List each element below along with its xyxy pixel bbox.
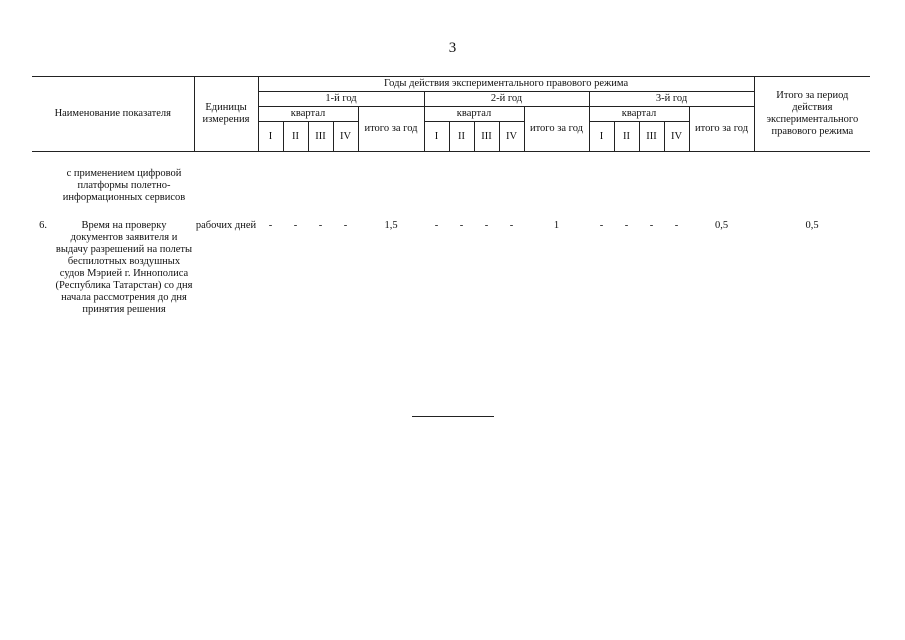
- header-total-period: Итого за период действия экспериментального правового режима: [754, 77, 870, 152]
- quarter-ii: II: [283, 122, 308, 152]
- header-year-2: 2-й год: [424, 92, 589, 107]
- period-total-cell: 0,5: [805, 220, 819, 231]
- indicators-table: [32, 76, 870, 316]
- unit: рабочих дней: [195, 220, 257, 231]
- year-total-cell: 1: [553, 220, 560, 231]
- indicator-name: Время на проверку документов заявителя и выдачу разрешений на полеты беспилотных воздушных судов Мэрией г. Иннополиса (Республика Татарстан) со дня начала рассмотрения до дня принятия решения: [55, 220, 193, 315]
- header-year-3: 3-й год: [589, 92, 754, 107]
- page-number: 3: [448, 40, 457, 56]
- end-rule: [412, 416, 494, 417]
- quarter-i: I: [258, 122, 283, 152]
- quarter-iv: IV: [499, 122, 524, 152]
- header-year-total-3: итого за год: [689, 107, 754, 152]
- quarter-iii: III: [639, 122, 664, 152]
- quarter-i: I: [589, 122, 614, 152]
- value-cell: -: [509, 220, 514, 231]
- quarter-ii: II: [614, 122, 639, 152]
- header-indicator-name: Наименование показателя: [32, 77, 194, 152]
- quarter-iv: IV: [664, 122, 689, 152]
- header-years-span: Годы действия экспериментального правового режима: [258, 77, 754, 92]
- header-units: Единицы измерения: [194, 77, 258, 152]
- value-cell: -: [624, 220, 629, 231]
- header-quarter-3: квартал: [589, 107, 689, 122]
- value-cell: -: [599, 220, 604, 231]
- value-cell: -: [434, 220, 439, 231]
- value-cell: -: [268, 220, 273, 231]
- header-year-total-2: итого за год: [524, 107, 589, 152]
- year-total-cell: 0,5: [714, 220, 729, 231]
- unit: [194, 152, 258, 205]
- value-cell: -: [459, 220, 464, 231]
- value-cell: -: [649, 220, 654, 231]
- value-cell: -: [318, 220, 323, 231]
- header-quarter-1: квартал: [258, 107, 358, 122]
- header-year-1: 1-й год: [258, 92, 424, 107]
- header-year-total-1: итого за год: [358, 107, 424, 152]
- row-number: [32, 152, 54, 205]
- header-quarter-2: квартал: [424, 107, 524, 122]
- quarter-iii: III: [474, 122, 499, 152]
- table-row: [32, 204, 870, 316]
- row-number: 6.: [39, 220, 47, 231]
- quarter-iii: III: [308, 122, 333, 152]
- value-cell: -: [674, 220, 679, 231]
- indicator-name: с применением цифровой платформы полетно-информационных сервисов: [62, 168, 186, 203]
- quarter-i: I: [424, 122, 449, 152]
- table-row: [32, 152, 870, 205]
- value-cell: -: [484, 220, 489, 231]
- year-total-cell: 1,5: [384, 220, 398, 231]
- quarter-ii: II: [449, 122, 474, 152]
- quarter-iv: IV: [333, 122, 358, 152]
- value-cell: -: [343, 220, 348, 231]
- value-cell: -: [293, 220, 298, 231]
